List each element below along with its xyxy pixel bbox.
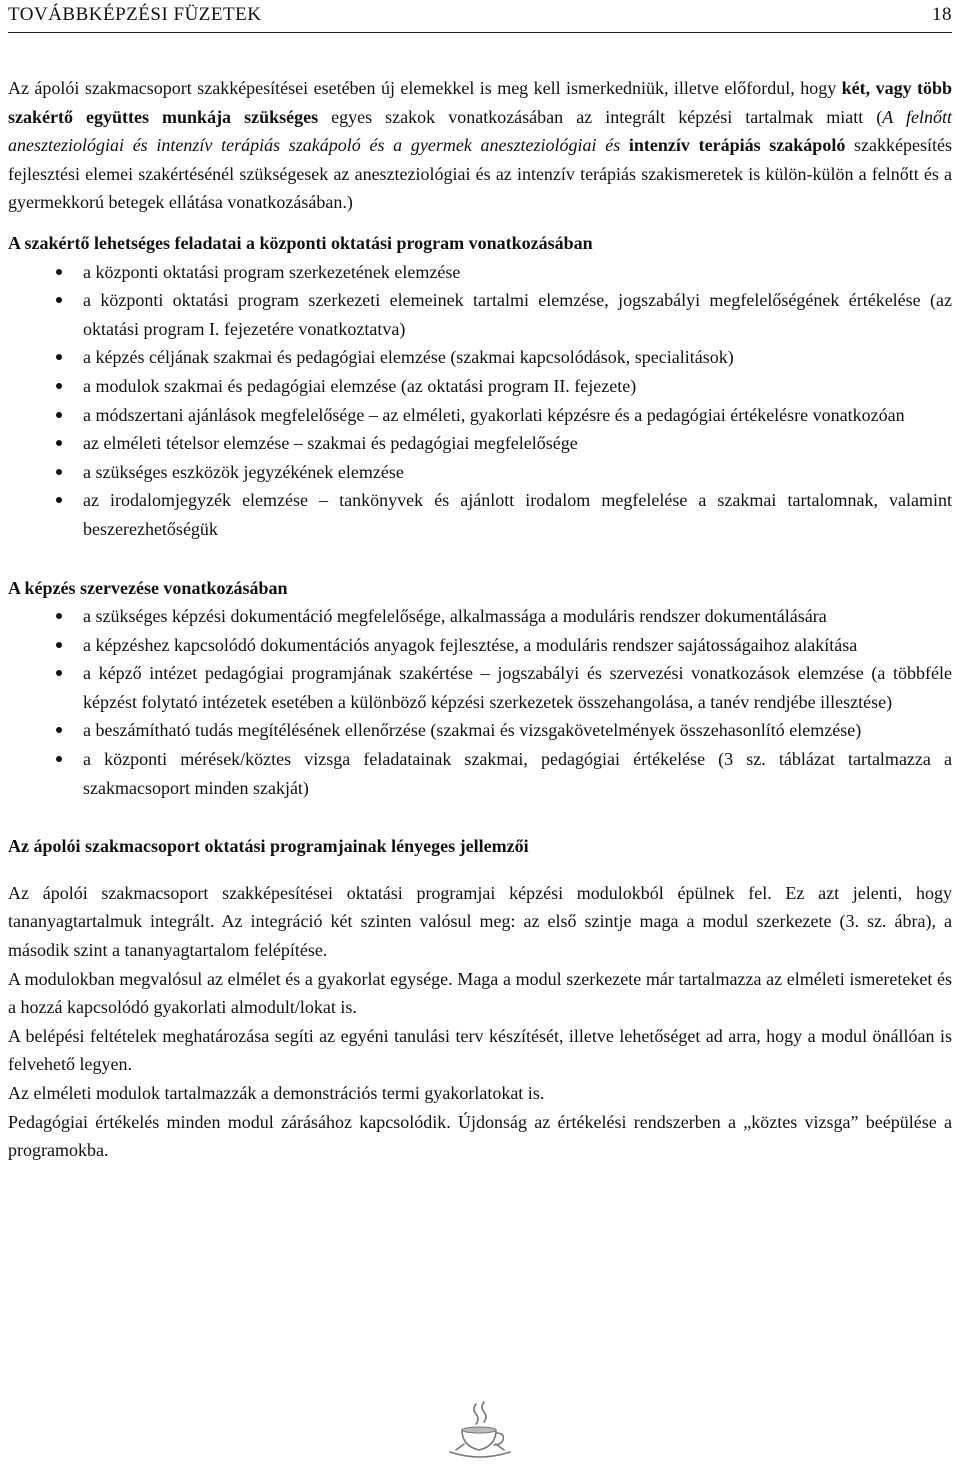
intro-paragraph	[8, 74, 952, 217]
expert-tasks-list	[8, 258, 952, 544]
list-item: a beszámítható tudás megítélésének ellenőrzése (szakmai és vizsgakövetelmények összehasonlító elemzése)	[8, 716, 952, 745]
list-item: a módszertani ajánlások megfelelősége – az elméleti, gyakorlati képzésre és a pedagógiai értékelésre vonatkozóan	[8, 401, 952, 430]
body-paragraph: Pedagógiai értékelés minden modul zárásához kapcsolódik. Újdonság az értékelési rendszerben a „köztes vizsga” beépülése a programokba.	[8, 1111, 952, 1161]
intro-italic: A felnőtt aneszteziológiai és intenzív terápiás szakápoló és a gyermek aneszteziológiai és	[8, 106, 952, 156]
list-item: a központi oktatási program szerkezeti elemeinek tartalmi elemzése, jogszabályi megfelelőségének értékelése (az oktatási program I. fejezetére vonatkoztatva)	[8, 286, 952, 343]
list-item: a képzéshez kapcsolódó dokumentációs anyagok fejlesztése, a moduláris rendszer sajátosságaihoz alakítása	[8, 631, 952, 660]
intro-text-4: szakképesítés fejlesztési elemei szakértésénél szükségesek az aneszteziológiai és az intenzív terápiás szakismeretek is külön-külön a felnőtt és a gyermekkorú betegek ellátása vonatkozásában.)	[8, 135, 952, 213]
list-item: a szükséges eszközök jegyzékének elemzése	[8, 458, 952, 487]
running-header	[8, 0, 952, 33]
list-item: a szükséges képzési dokumentáció megfelelősége, alkalmassága a moduláris rendszer dokumentálására	[8, 602, 952, 631]
intro-text-3	[620, 135, 629, 155]
list-item: az irodalomjegyzék elemzése – tankönyvek és ajánlott irodalom megfelelése a szakmai tartalomnak, valamint beszerezhetőségük	[8, 486, 952, 543]
page-number: 18	[932, 4, 952, 26]
training-organization-list	[8, 602, 952, 802]
body-paragraph: Az elméleti modulok tartalmazzák a demonstrációs termi gyakorlatokat is.	[8, 1083, 545, 1103]
list-item: a képzés céljának szakmai és pedagógiai elemzése (szakmai kapcsolódások, specialitások)	[8, 343, 952, 372]
section-heading-training-organization: A képzés szervezése vonatkozásában	[8, 577, 288, 598]
list-item: a képző intézet pedagógiai programjának szakértése – jogszabályi és szervezési vonatkozások elemzése (a többféle képzést folytató intézetek esetében a különböző képzési szerkezetek összehangolása, a tanév rendjébe illesztése)	[8, 659, 952, 716]
body-paragraph: Az ápolói szakmacsoport szakképesítései oktatási programjai képzési modulokból épülnek fel. Ez azt jelenti, hogy tananyagtartalmuk integrált. Az integráció két szinten valósul meg: az első szintje maga a modul szerkezete (3. sz. ábra), a második szint a tananyagtartalom felépítése.	[8, 882, 952, 961]
list-item: a központi mérések/köztes vizsga feladatainak szakmai, pedagógiai értékelése (3 sz. táblázat tartalmazza a szakmacsoport minden szakját)	[8, 745, 952, 802]
section-heading-expert-tasks: A szakértő lehetséges feladatai a központi oktatási program vonatkozásában	[8, 232, 593, 253]
intro-text-2: egyes szakok vonatkozásában az integrált képzési tartalmak miatt (	[318, 106, 883, 127]
section-heading-program-features: Az ápolói szakmacsoport oktatási programjainak lényeges jellemzői	[8, 836, 529, 857]
list-item: a modulok szakmai és pedagógiai elemzése (az oktatási program II. fejezete)	[8, 372, 952, 401]
intro-bold-2: intenzív terápiás szakápoló	[628, 135, 846, 156]
list-item: az elméleti tételsor elemzése – szakmai és pedagógiai megfelelősége	[8, 429, 952, 458]
page-content	[8, 74, 952, 1165]
intro-bold-1: két, vagy több szakértő együttes munkája szükséges	[8, 78, 953, 127]
intro-text-1: Az ápolói szakmacsoport szakképesítései esetében új elemekkel is meg kell ismerkedniük, illetve előfordul, hogy	[8, 78, 842, 98]
coffee-cup-logo-icon	[442, 1400, 518, 1464]
body-paragraph: A belépési feltételek meghatározása segíti az egyéni tanulási terv készítését, illetve lehetőséget ad arra, hogy a modul önállóan is felvehető legyen.	[8, 1025, 952, 1075]
body-paragraph: A modulokban megvalósul az elmélet és a gyakorlat egysége. Maga a modul szerkezete már tartalmazza az elméleti ismereteket és a hozzá kapcsolódó gyakorlati almodult/lokat is.	[8, 968, 952, 1018]
list-item: a központi oktatási program szerkezetének elemzése	[8, 258, 952, 287]
publication-title: TOVÁBBKÉPZÉSI FÜZETEK	[8, 4, 262, 26]
